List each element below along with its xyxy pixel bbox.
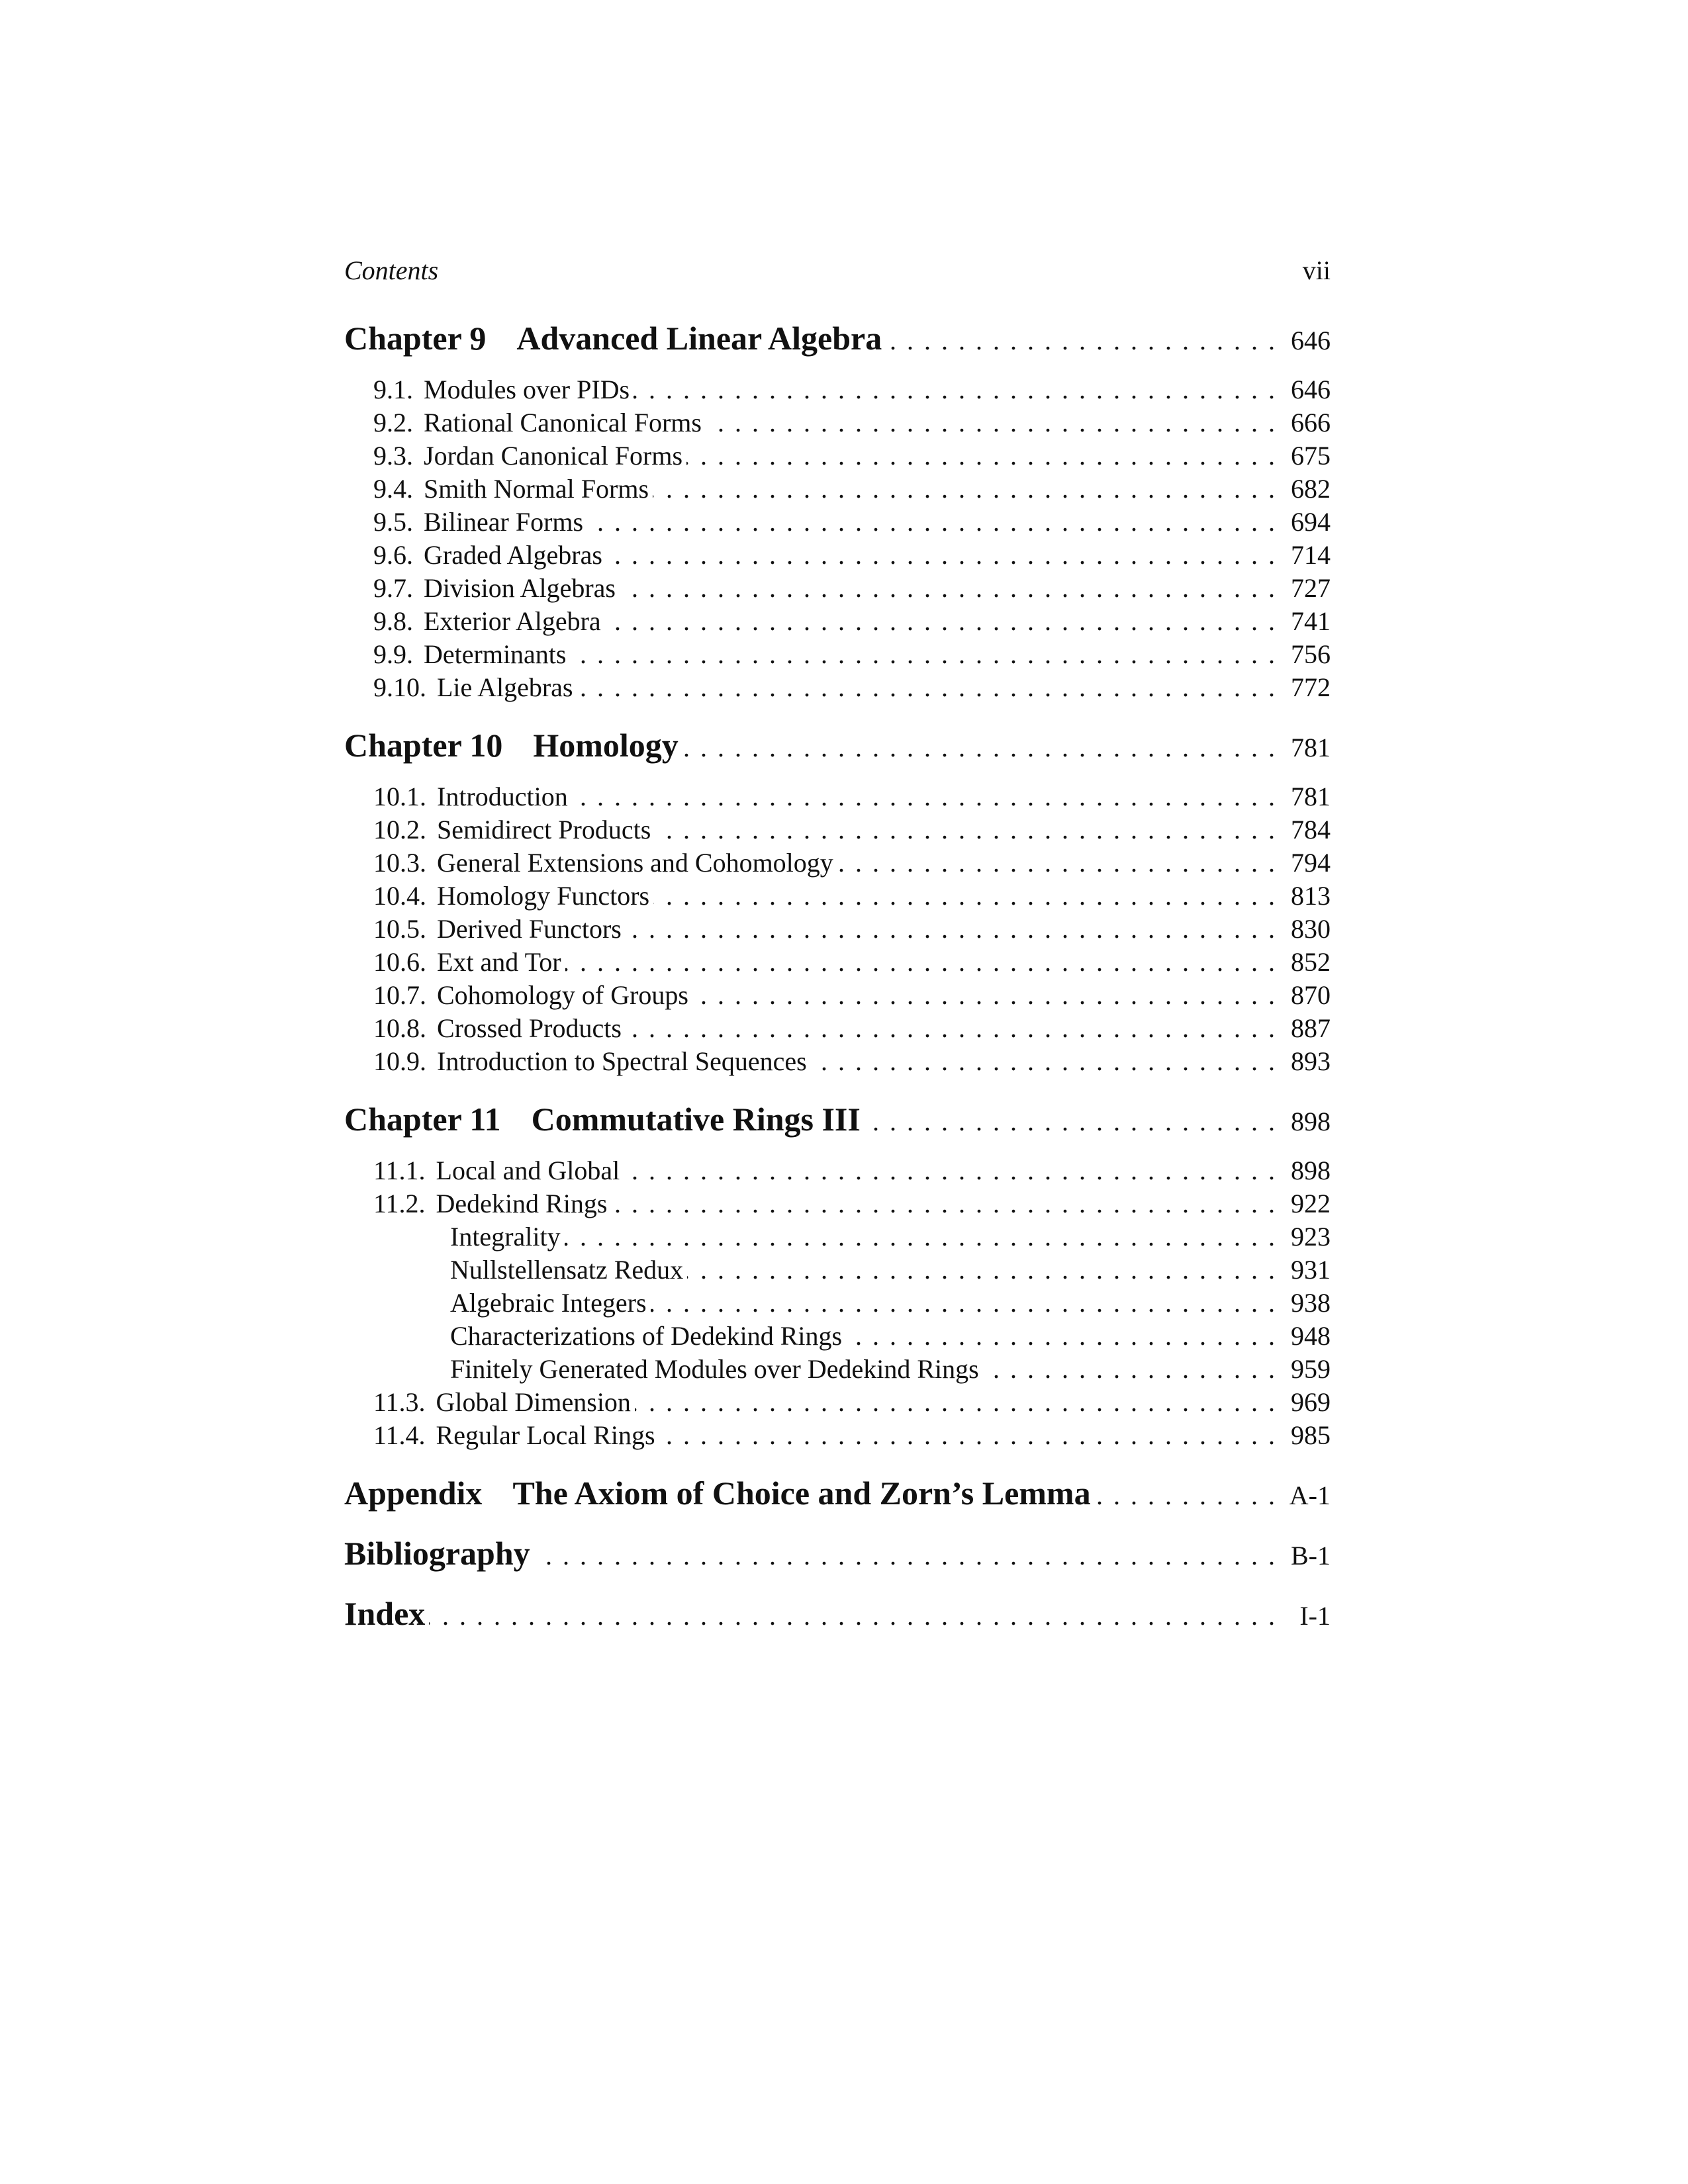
toc-section[interactable]: [344, 606, 1331, 639]
toc-appendix[interactable]: [344, 1474, 1331, 1516]
leader-dots: [686, 440, 1275, 471]
leader-dots: [635, 1387, 1275, 1418]
section-title: Cohomology of Groups: [437, 980, 688, 1010]
section-title: Global Dimension: [436, 1387, 631, 1417]
section-title: Derived Functors: [437, 914, 622, 944]
toc-section[interactable]: [344, 374, 1331, 407]
leader-dots: [653, 473, 1275, 504]
section-title: Introduction to Spectral Sequences: [437, 1046, 807, 1076]
section-page: 985: [1291, 1420, 1331, 1450]
leader-dots: [865, 1106, 1275, 1137]
toc-section[interactable]: [344, 781, 1331, 814]
section-number: 10.4.: [373, 881, 426, 911]
leader-dots: [620, 572, 1275, 604]
toc-section[interactable]: [344, 1188, 1331, 1221]
toc-section[interactable]: [344, 1155, 1331, 1188]
toc-bibliography[interactable]: [344, 1534, 1331, 1576]
toc-section[interactable]: [344, 1387, 1331, 1420]
section-title: Regular Local Rings: [436, 1420, 655, 1450]
toc-section[interactable]: [344, 1046, 1331, 1079]
leader-dots: [626, 913, 1275, 944]
toc-subsection[interactable]: [344, 1287, 1331, 1320]
section-page: 870: [1291, 980, 1331, 1010]
toc-section[interactable]: [344, 440, 1331, 473]
toc-subsection[interactable]: [344, 1221, 1331, 1254]
leader-dots: [659, 1420, 1275, 1451]
leader-dots: [692, 979, 1275, 1011]
appendix-title: The Axiom of Choice and Zorn’s Lemma: [512, 1475, 1091, 1512]
chapter-title: Homology: [533, 727, 679, 764]
toc-section[interactable]: [344, 639, 1331, 672]
section-number: 10.9.: [373, 1046, 426, 1076]
toc-section[interactable]: [344, 1013, 1331, 1046]
section-title: Local and Global: [436, 1156, 620, 1185]
leader-dots: [653, 880, 1275, 911]
section-number: 9.9.: [373, 639, 413, 669]
chapter-page: 646: [1291, 326, 1331, 355]
leader-dots: [605, 606, 1275, 637]
leader-dots: [577, 672, 1276, 703]
appendix-page: A-1: [1289, 1480, 1331, 1510]
subsection-title: Nullstellensatz Redux: [450, 1255, 684, 1285]
section-page: 675: [1291, 441, 1331, 471]
section-number: 9.6.: [373, 540, 413, 570]
leader-dots: [837, 847, 1275, 878]
section-number: 10.3.: [373, 848, 426, 878]
section-title: Crossed Products: [437, 1013, 622, 1043]
toc-section[interactable]: [344, 539, 1331, 572]
toc-chapter-11[interactable]: [344, 1100, 1331, 1142]
section-number: 9.4.: [373, 474, 413, 504]
toc-index[interactable]: [344, 1594, 1331, 1637]
toc-section[interactable]: [344, 979, 1331, 1013]
section-title: Rational Canonical Forms: [424, 408, 702, 437]
section-number: 11.2.: [373, 1189, 426, 1218]
subsection-page: 948: [1291, 1321, 1331, 1351]
toc-section[interactable]: [344, 913, 1331, 946]
section-page: 714: [1291, 540, 1331, 570]
section-number: 10.2.: [373, 815, 426, 844]
subsection-page: 923: [1291, 1222, 1331, 1251]
section-page: 772: [1291, 672, 1331, 702]
running-head-section: Contents: [344, 255, 439, 285]
section-title: Bilinear Forms: [424, 507, 584, 537]
subsection-title: Algebraic Integers: [450, 1288, 647, 1318]
toc-section[interactable]: [344, 473, 1331, 506]
leader-dots: [571, 639, 1276, 670]
leader-dots: [572, 781, 1275, 812]
leader-dots: [811, 1046, 1275, 1077]
toc-chapter-9[interactable]: [344, 319, 1331, 361]
subsection-page: 938: [1291, 1288, 1331, 1318]
section-page: 682: [1291, 474, 1331, 504]
section-page: 887: [1291, 1013, 1331, 1043]
toc-subsection[interactable]: [344, 1353, 1331, 1387]
chapter-label: Chapter 10: [344, 727, 503, 764]
section-number: 11.4.: [373, 1420, 426, 1450]
section-title: General Extensions and Cohomology: [437, 848, 833, 878]
section-number: 10.8.: [373, 1013, 426, 1043]
section-title: Lie Algebras: [437, 672, 573, 702]
toc-section[interactable]: [344, 506, 1331, 539]
section-number: 9.1.: [373, 375, 413, 404]
section-page: 893: [1291, 1046, 1331, 1076]
subsection-page: 959: [1291, 1354, 1331, 1384]
leader-dots: [606, 539, 1275, 570]
leader-dots: [846, 1320, 1275, 1351]
section-page: 898: [1291, 1156, 1331, 1185]
section-title: Smith Normal Forms: [424, 474, 649, 504]
index-page: I-1: [1299, 1601, 1331, 1631]
section-title: Division Algebras: [424, 573, 616, 603]
toc-section[interactable]: [344, 946, 1331, 979]
toc-section[interactable]: [344, 672, 1331, 705]
section-title: Ext and Tor: [437, 947, 561, 977]
section-page: 666: [1291, 408, 1331, 437]
section-title: Modules over PIDs: [424, 375, 630, 404]
leader-dots: [624, 1155, 1275, 1186]
leader-dots: [429, 1600, 1275, 1631]
section-title: Introduction: [437, 782, 568, 811]
leader-dots: [611, 1188, 1275, 1219]
section-title: Semidirect Products: [437, 815, 651, 844]
section-number: 11.3.: [373, 1387, 426, 1417]
leader-dots: [534, 1540, 1275, 1571]
section-page: 727: [1291, 573, 1331, 603]
section-page: 784: [1291, 815, 1331, 844]
bibliography-title: Bibliography: [344, 1535, 530, 1572]
section-title: Jordan Canonical Forms: [424, 441, 683, 471]
section-number: 9.3.: [373, 441, 413, 471]
section-page: 646: [1291, 375, 1331, 404]
section-number: 9.5.: [373, 507, 413, 537]
section-page: 922: [1291, 1189, 1331, 1218]
toc-section[interactable]: [344, 572, 1331, 606]
leader-dots: [655, 814, 1275, 845]
toc-chapter-10[interactable]: [344, 726, 1331, 768]
chapter-page: 781: [1291, 733, 1331, 762]
section-number: 10.5.: [373, 914, 426, 944]
running-head-page-number: vii: [1302, 255, 1331, 285]
section-title: Determinants: [424, 639, 567, 669]
leader-dots: [886, 325, 1275, 356]
toc-subsection[interactable]: [344, 1320, 1331, 1353]
subsection-title: Finitely Generated Modules over Dedekind Rings: [450, 1354, 979, 1384]
section-title: Exterior Algebra: [424, 606, 601, 636]
section-number: 11.1.: [373, 1156, 426, 1185]
toc-section[interactable]: [344, 407, 1331, 440]
section-title: Dedekind Rings: [436, 1189, 608, 1218]
leader-dots: [587, 506, 1275, 537]
running-head: [344, 255, 1331, 295]
toc-subsection[interactable]: [344, 1254, 1331, 1287]
section-title: Homology Functors: [437, 881, 650, 911]
leader-dots: [651, 1287, 1275, 1318]
chapter-label: Chapter 11: [344, 1101, 501, 1138]
section-number: 9.10.: [373, 672, 426, 702]
section-number: 10.7.: [373, 980, 426, 1010]
toc-section[interactable]: [344, 814, 1331, 847]
section-page: 794: [1291, 848, 1331, 878]
subsection-page: 931: [1291, 1255, 1331, 1285]
leader-dots: [682, 732, 1275, 763]
appendix-label: Appendix: [344, 1475, 483, 1512]
chapter-title: Advanced Linear Algebra: [516, 320, 882, 357]
chapter-label: Chapter 9: [344, 320, 487, 357]
leader-dots: [626, 1013, 1275, 1044]
index-title: Index: [344, 1595, 426, 1632]
section-page: 694: [1291, 507, 1331, 537]
section-page: 852: [1291, 947, 1331, 977]
section-page: 781: [1291, 782, 1331, 811]
leader-dots: [983, 1353, 1275, 1385]
section-number: 9.8.: [373, 606, 413, 636]
section-number: 10.1.: [373, 782, 426, 811]
section-title: Graded Algebras: [424, 540, 602, 570]
section-number: 10.6.: [373, 947, 426, 977]
chapter-page: 898: [1291, 1107, 1331, 1136]
chapter-title: Commutative Rings III: [531, 1101, 861, 1138]
leader-dots: [1095, 1480, 1275, 1511]
toc-section[interactable]: [344, 847, 1331, 880]
leader-dots: [706, 407, 1275, 438]
section-page: 756: [1291, 639, 1331, 669]
leader-dots: [687, 1254, 1275, 1285]
leader-dots: [565, 946, 1275, 978]
section-page: 813: [1291, 881, 1331, 911]
leader-dots: [633, 374, 1275, 405]
subsection-title: Characterizations of Dedekind Rings: [450, 1321, 843, 1351]
toc-section[interactable]: [344, 1420, 1331, 1453]
toc-section[interactable]: [344, 880, 1331, 913]
section-page: 741: [1291, 606, 1331, 636]
subsection-title: Integrality: [450, 1222, 561, 1251]
section-page: 969: [1291, 1387, 1331, 1417]
section-number: 9.7.: [373, 573, 413, 603]
bibliography-page: B-1: [1291, 1541, 1331, 1570]
section-page: 830: [1291, 914, 1331, 944]
section-number: 9.2.: [373, 408, 413, 437]
leader-dots: [565, 1221, 1275, 1252]
